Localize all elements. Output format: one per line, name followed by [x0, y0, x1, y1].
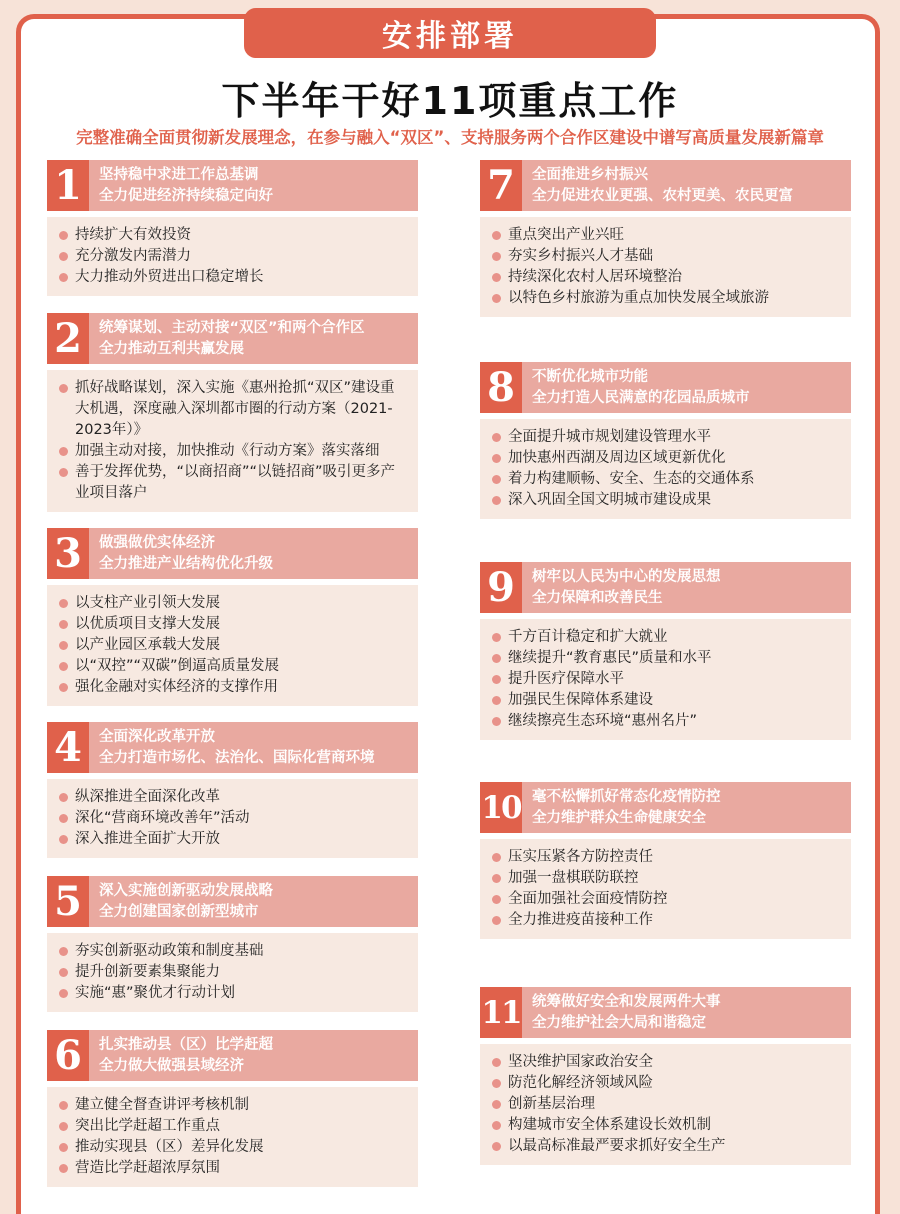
card-number: 5: [47, 876, 89, 927]
list-item: 抓好战略谋划，深入实施《惠州抢抓“双区”建设重大机遇，深度融入深圳都市圈的行动方案（2021-2023年）》: [75, 378, 408, 441]
card-number: 6: [47, 1030, 89, 1081]
list-item: 充分激发内需潜力: [75, 246, 408, 267]
list-item: 纵深推进全面深化改革: [75, 787, 408, 808]
card-heading: [522, 992, 721, 1034]
card-heading: [89, 1035, 273, 1077]
list-item: 深入推进全面扩大开放: [75, 829, 408, 850]
list-item: 大力推动外贸进出口稳定增长: [75, 267, 408, 288]
task-card: [47, 160, 418, 296]
card-heading: [89, 165, 273, 207]
list-item: 实施“惠”聚优才行动计划: [75, 983, 408, 1004]
task-card: [480, 562, 851, 740]
list-item: 加快惠州西湖及周边区域更新优化: [508, 448, 841, 469]
card-body: [480, 217, 851, 317]
card-heading: [522, 165, 793, 207]
card-heading: [89, 727, 375, 769]
card-body: [47, 585, 418, 706]
card-number: 9: [480, 562, 522, 613]
task-card: [480, 160, 851, 317]
card-heading: [89, 533, 273, 575]
card-heading-line1: 树牢以人民为中心的发展思想: [532, 568, 721, 585]
card-body: [480, 839, 851, 939]
task-card: [480, 987, 851, 1165]
task-card: [47, 528, 418, 706]
card-heading-line1: 不断优化城市功能: [532, 368, 648, 385]
list-item: 持续深化农村人居环境整治: [508, 267, 841, 288]
list-item: 重点突出产业兴旺: [508, 225, 841, 246]
card-number: 2: [47, 313, 89, 364]
card-heading-line2: 全力维护社会大局和谐稳定: [532, 1014, 706, 1031]
card-header: [480, 160, 851, 211]
list-item: 防范化解经济领域风险: [508, 1073, 841, 1094]
list-item: 深化“营商环境改善年”活动: [75, 808, 408, 829]
card-heading-line1: 坚持稳中求进工作总基调: [99, 166, 259, 183]
list-item: 加强民生保障体系建设: [508, 690, 841, 711]
card-body: [480, 419, 851, 519]
card-header: [480, 362, 851, 413]
list-item: 坚决维护国家政治安全: [508, 1052, 841, 1073]
list-item: 创新基层治理: [508, 1094, 841, 1115]
list-item: 全力推进疫苗接种工作: [508, 910, 841, 931]
list-item: 以最高标准最严要求抓好安全生产: [508, 1136, 841, 1157]
card-heading-line1: 做强做优实体经济: [99, 534, 215, 551]
task-card: [480, 362, 851, 519]
task-card: [47, 313, 418, 512]
list-item: 全面提升城市规划建设管理水平: [508, 427, 841, 448]
card-body: [47, 933, 418, 1012]
task-card: [47, 722, 418, 858]
card-header: [480, 987, 851, 1038]
card-heading-line2: 全力创建国家创新型城市: [99, 903, 259, 920]
list-item: 持续扩大有效投资: [75, 225, 408, 246]
list-item: 继续提升“教育惠民”质量和水平: [508, 648, 841, 669]
card-heading-line2: 全力打造市场化、法治化、国际化营商环境: [99, 749, 375, 766]
card-heading-line2: 全力维护群众生命健康安全: [532, 809, 706, 826]
list-item: 压实压紧各方防控责任: [508, 847, 841, 868]
list-item: 以支柱产业引领大发展: [75, 593, 408, 614]
list-item: 建立健全督查讲评考核机制: [75, 1095, 408, 1116]
card-header: [47, 528, 418, 579]
list-item: 夯实创新驱动政策和制度基础: [75, 941, 408, 962]
card-heading-line1: 扎实推动县（区）比学赶超: [99, 1036, 273, 1053]
task-card: [47, 876, 418, 1012]
card-body: [480, 619, 851, 740]
card-number: 1: [47, 160, 89, 211]
card-header: [47, 876, 418, 927]
section-tag: 安排部署: [244, 8, 656, 58]
card-heading: [522, 567, 721, 609]
card-heading-line2: 全力推进产业结构优化升级: [99, 555, 273, 572]
list-item: 营造比学赶超浓厚氛围: [75, 1158, 408, 1179]
list-item: 构建城市安全体系建设长效机制: [508, 1115, 841, 1136]
card-heading: [522, 367, 750, 409]
card-header: [47, 160, 418, 211]
list-item: 全面加强社会面疫情防控: [508, 889, 841, 910]
card-header: [480, 562, 851, 613]
list-item: 夯实乡村振兴人才基础: [508, 246, 841, 267]
card-heading-line1: 毫不松懈抓好常态化疫情防控: [532, 788, 721, 805]
list-item: 强化金融对实体经济的支撑作用: [75, 677, 408, 698]
card-header: [47, 722, 418, 773]
card-heading-line2: 全力促进农业更强、农村更美、农民更富: [532, 187, 793, 204]
list-item: 善于发挥优势，“以商招商”“以链招商”吸引更多产业项目落户: [75, 462, 408, 504]
list-item: 深入巩固全国文明城市建设成果: [508, 490, 841, 511]
list-item: 着力构建顺畅、安全、生态的交通体系: [508, 469, 841, 490]
card-heading: [89, 881, 273, 923]
list-item: 继续擦亮生态环境“惠州名片”: [508, 711, 841, 732]
card-body: [47, 779, 418, 858]
card-heading-line2: 全力推动互利共赢发展: [99, 340, 244, 357]
card-heading-line2: 全力保障和改善民生: [532, 589, 663, 606]
card-heading: [522, 787, 721, 829]
list-item: 以产业园区承载大发展: [75, 635, 408, 656]
task-card: [480, 782, 851, 939]
card-body: [47, 217, 418, 296]
card-heading-line1: 统筹谋划、主动对接“双区”和两个合作区: [99, 319, 365, 336]
task-card: [47, 1030, 418, 1187]
card-body: [47, 370, 418, 512]
list-item: 提升创新要素集聚能力: [75, 962, 408, 983]
card-number: 7: [480, 160, 522, 211]
card-heading-line2: 全力促进经济持续稳定向好: [99, 187, 273, 204]
list-item: 以“双控”“双碳”倒逼高质量发展: [75, 656, 408, 677]
list-item: 推动实现县（区）差异化发展: [75, 1137, 408, 1158]
card-heading-line2: 全力做大做强县域经济: [99, 1057, 244, 1074]
card-header: [47, 1030, 418, 1081]
card-number: 8: [480, 362, 522, 413]
card-heading-line1: 全面推进乡村振兴: [532, 166, 648, 183]
card-number: 11: [480, 987, 522, 1038]
page-title: 下半年干好11项重点工作: [221, 79, 679, 123]
page-subtitle: 完整准确全面贯彻新发展理念，在参与融入“双区”、支持服务两个合作区建设中谱写高质量发展新篇章: [76, 128, 824, 147]
list-item: 加强主动对接，加快推动《行动方案》落实落细: [75, 441, 408, 462]
list-item: 以特色乡村旅游为重点加快发展全域旅游: [508, 288, 841, 309]
list-item: 突出比学赶超工作重点: [75, 1116, 408, 1137]
card-heading-line1: 统筹做好安全和发展两件大事: [532, 993, 721, 1010]
card-heading-line1: 深入实施创新驱动发展战略: [99, 882, 273, 899]
card-heading: [89, 318, 365, 360]
card-body: [47, 1087, 418, 1187]
card-number: 3: [47, 528, 89, 579]
card-heading-line1: 全面深化改革开放: [99, 728, 215, 745]
card-header: [480, 782, 851, 833]
card-number: 10: [480, 782, 522, 833]
list-item: 千方百计稳定和扩大就业: [508, 627, 841, 648]
list-item: 加强一盘棋联防联控: [508, 868, 841, 889]
card-header: [47, 313, 418, 364]
list-item: 提升医疗保障水平: [508, 669, 841, 690]
card-number: 4: [47, 722, 89, 773]
card-heading-line2: 全力打造人民满意的花园品质城市: [532, 389, 750, 406]
card-body: [480, 1044, 851, 1165]
list-item: 以优质项目支撑大发展: [75, 614, 408, 635]
